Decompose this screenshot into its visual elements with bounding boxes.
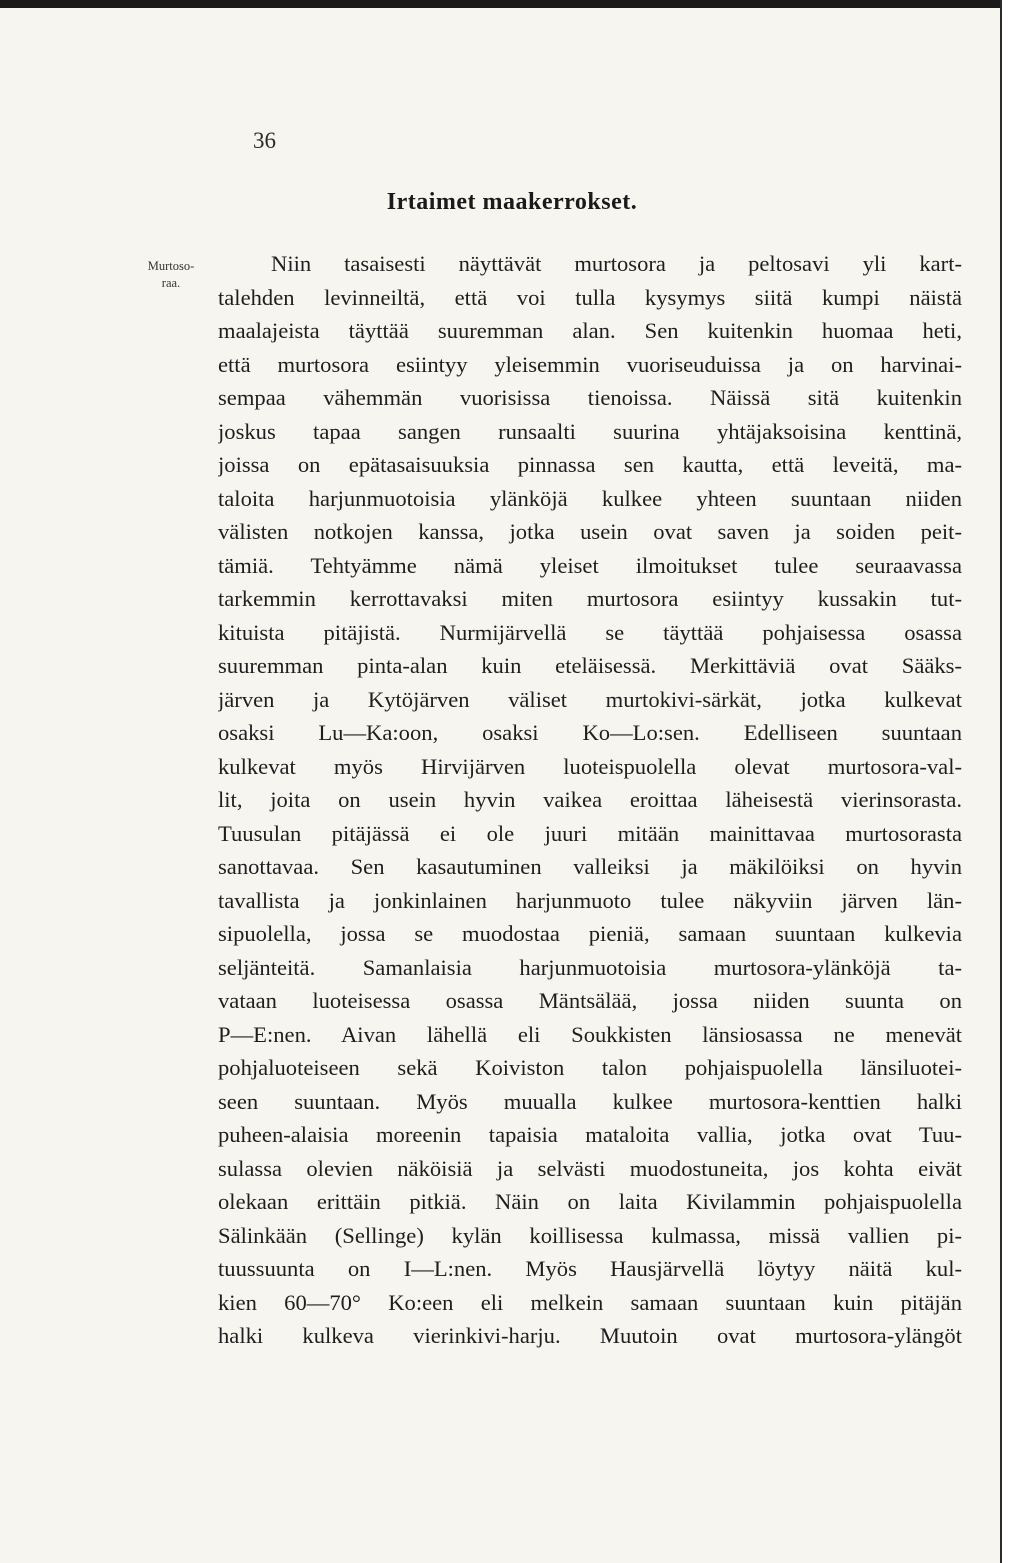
section-title: Irtaimet maakerrokset. xyxy=(386,189,638,215)
text-line: kulkevat myös Hirvijärven luoteispuolella olevat murtosora-val- xyxy=(218,753,962,779)
text-line: tarkemmin kerrottavaksi miten murtosora esiintyy kussakin tut- xyxy=(218,586,962,611)
text-line: osaksi Lu—Ka:oon, osaksi Ko—Lo:sen. Edelliseen suuntaan xyxy=(218,720,962,745)
text-line: pohjaluoteiseen sekä Koiviston talon pohjaispuolella länsiluotei- xyxy=(218,1055,962,1080)
page-number: 36 xyxy=(253,128,276,153)
text-line: taloita harjunmuotoisia ylänköjä kulkee yhteen suuntaan niiden xyxy=(218,485,962,511)
scan-right-edge xyxy=(1000,0,1024,1563)
text-line: maalajeista täyttää suuremman alan. Sen kuitenkin huomaa heti, xyxy=(218,318,962,343)
text-line: sempaa vähemmän vuorisissa tienoissa. Näissä sitä kuitenkin xyxy=(218,385,962,410)
text-line: tavallista ja jonkinlainen harjunmuoto tulee näkyviin järven län- xyxy=(218,887,962,913)
text-line: vataan luoteisessa osassa Mäntsälää, jossa niiden suunta on xyxy=(218,988,962,1013)
text-line: että murtosora esiintyy yleisemmin vuoriseuduissa ja on harvinai- xyxy=(218,351,962,377)
text-line: puheen-alaisia moreenin tapaisia mataloita vallia, jotka ovat Tuu- xyxy=(218,1122,962,1147)
text-line: sanottavaa. Sen kasautuminen valleiksi ja mäkilöiksi on hyvin xyxy=(218,854,962,879)
text-line: välisten notkojen kanssa, jotka usein ovat saven ja soiden peit- xyxy=(218,519,962,544)
text-line: talehden levinneiltä, että voi tulla kysymys siitä kumpi näistä xyxy=(218,284,962,310)
margin-note-text: Murtoso- raa. xyxy=(147,259,195,290)
text-line: tämiä. Tehtyämme nämä yleiset ilmoitukset tulee seuraavassa xyxy=(218,552,962,578)
margin-note xyxy=(136,258,206,292)
text-line: Niin tasaisesti näyttävät murtosora ja peltosavi yli kart- xyxy=(271,251,962,276)
text-line: kien 60—70° Ko:een eli melkein samaan suuntaan kuin pitäjän xyxy=(218,1289,962,1315)
text-line: seen suuntaan. Myös muualla kulkee murtosora-kenttien halki xyxy=(218,1088,962,1114)
scan-top-edge xyxy=(0,0,1008,8)
text-line: halki kulkeva vierinkivi-harju. Muutoin ovat murtosora-ylängöt xyxy=(218,1323,962,1348)
text-line: joissa on epätasaisuuksia pinnassa sen kautta, että leveitä, ma- xyxy=(218,452,962,477)
text-line: kituista pitäjistä. Nurmijärvellä se täyttää pohjaisessa osassa xyxy=(218,619,962,645)
text-line: suuremman pinta-alan kuin eteläisessä. Merkittäviä ovat Sääks- xyxy=(218,653,962,678)
text-line: seljänteitä. Samanlaisia harjunmuotoisia murtosora-ylänköjä ta- xyxy=(218,954,962,980)
text-line: olekaan erittäin pitkiä. Näin on laita Kivilammin pohjaispuolella xyxy=(218,1189,962,1214)
text-line: Tuusulan pitäjässä ei ole juuri mitään mainittavaa murtosorasta xyxy=(218,820,962,846)
text-line: P—E:nen. Aivan lähellä eli Soukkisten länsiosassa ne menevät xyxy=(218,1021,962,1047)
text-line: järven ja Kytöjärven väliset murtokivi-särkät, jotka kulkevat xyxy=(218,686,962,712)
text-line: sulassa olevien näköisiä ja selvästi muodostuneita, jos kohta eivät xyxy=(218,1155,962,1181)
text-line: Sälinkään (Sellinge) kylän koillisessa kulmassa, missä vallien pi- xyxy=(218,1222,962,1248)
text-line: sipuolella, jossa se muodostaa pieniä, samaan suuntaan kulkevia xyxy=(218,921,962,946)
text-line: joskus tapaa sangen runsaalti suurina yhtäjaksoisina kenttinä, xyxy=(218,418,962,444)
text-line: tuussuunta on I—L:nen. Myös Hausjärvellä löytyy näitä kul- xyxy=(218,1256,962,1281)
body-paragraph xyxy=(218,247,962,1353)
text-line: lit, joita on usein hyvin vaikea eroittaa läheisestä vierinsorasta. xyxy=(218,787,962,812)
